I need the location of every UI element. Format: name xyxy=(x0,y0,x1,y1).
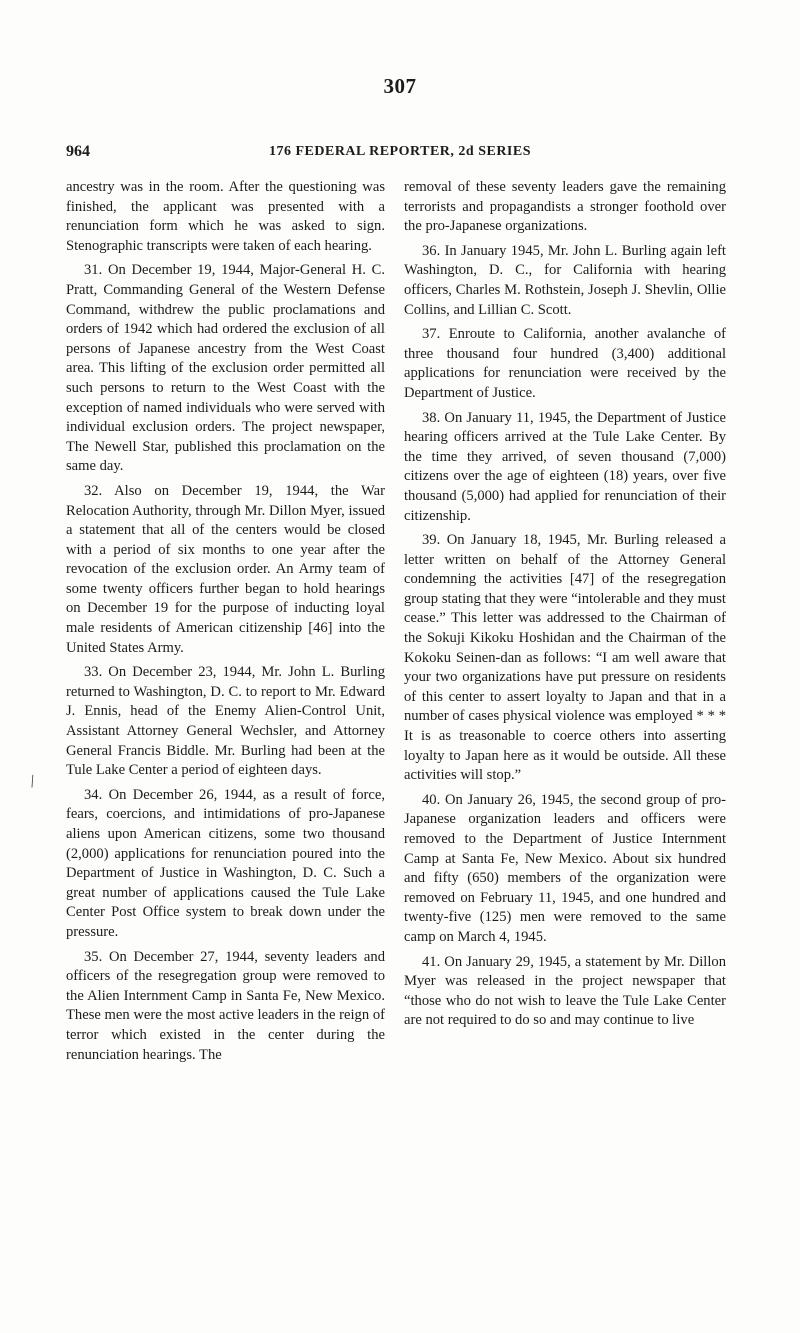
running-head xyxy=(66,143,734,165)
right-column xyxy=(404,178,726,1036)
paragraph-35: 35. On December 27, 1944, seventy leaders and officers of the resegregation group were removed to the Alien Internment Camp in Santa Fe, New Mexico. These men were the most active leaders in the reign of terror which existed in the center during the renunciation hearings. The xyxy=(66,948,385,1063)
margin-mark: / xyxy=(27,770,38,792)
paragraph-37: 37. Enroute to California, another avalanche of three thousand four hundred (3,400) additional applications for renunciation were received by the Department of Justice. xyxy=(404,326,726,401)
paragraph-41: 41. On January 29, 1945, a statement by Mr. Dillon Myer was released in the project newspaper that “those who do not wish to leave the Tule Lake Center are not required to do so and may continue to live xyxy=(404,953,726,1029)
paragraph-40: 40. On January 26, 1945, the second group of pro-Japanese organization leaders and officers were removed to the Department of Justice Internment Camp at Santa Fe, New Mexico. About six hundred and fifty (650) members of the organization were removed on February 11, 1945, and one hundred and twenty-five (125) men were removed to the same camp on March 4, 1945. xyxy=(404,791,726,945)
paragraph: ancestry was in the room. After the questioning was finished, the applicant was presented with a renunciation form which he was asked to sign. Stenographic transcripts were taken of each hearing. xyxy=(66,179,385,254)
page-number: 307 xyxy=(383,74,417,98)
paragraph: removal of these seventy leaders gave the remaining terrorists and propagandists a stronger foothold over the pro-Japanese organizations. xyxy=(404,179,726,235)
paragraph-33: 33. On December 23, 1944, Mr. John L. Burling returned to Washington, D. C. to report to Mr. Edward J. Ennis, head of the Enemy Alien-Control Unit, Assistant Attorney General Wechsler, and Attorney General Francis Biddle. Mr. Burling had been at the Tule Lake Center a period of eighteen days. xyxy=(66,664,385,779)
paragraph-34: 34. On December 26, 1944, as a result of force, fears, coercions, and intimidations of pro-Japanese aliens upon American citizens, some two thousand (2,000) applications for renunciation poured into the Department of Justice in Washington, D. C. Such a great number of applications caused the Tule Lake Center Post Office system to break down under the pressure. xyxy=(66,786,385,940)
folio: 964 xyxy=(66,143,90,160)
running-title: 176 FEDERAL REPORTER, 2d SERIES xyxy=(268,144,531,159)
paragraph-31: 31. On December 19, 1944, Major-General H. C. Pratt, Commanding General of the Western Defense Command, withdrew the public proclamations and orders of 1942 which had ordered the exclusion of all persons of Japanese ancestry from the West Coast area. This lifting of the exclusion order permitted all such persons to return to the West Coast with the exception of named individuals who were served with individual exclusion orders. The project newspaper, The Newell Star, published this proclamation on the same day. xyxy=(66,262,385,475)
paragraph-38: 38. On January 11, 1945, the Department of Justice hearing officers arrived at the Tule Lake Center. By the time they arrived, of seven thousand (7,000) citizens over the age of eighteen (18) years, over five thousand (5,000) had applied for renunciation of their citizenship. xyxy=(404,409,726,524)
left-column xyxy=(66,178,385,1070)
paragraph-36: 36. In January 1945, Mr. John L. Burling again left Washington, D. C., for California with hearing officers, Charles M. Rothstein, Joseph J. Shevlin, Ollie Collins, and Lillian C. Scott. xyxy=(404,242,726,318)
paragraph-39: 39. On January 18, 1945, Mr. Burling released a letter written on behalf of the Attorney General condemning the activities [47] of the resegregation group stating that they were “intolerable and they must cease.” This letter was addressed to the Chairman of the Sokuji Kikoku Hoshidan and the Chairman of the Kokoku Seinen-dan as follows: “I am well aware that your two organizations have put pressure on residents of this center to assert loyalty to Japan and that in a number of cases physical violence was employed * * * It is as treasonable to coerce others into asserting loyalty to Japan here as it would be outside. All these activities will stop.” xyxy=(404,532,726,784)
paragraph-32: 32. Also on December 19, 1944, the War Relocation Authority, through Mr. Dillon Myer, issued a statement that all of the centers would be closed with a period of six months to one year after the revocation of the exclusion order. An Army team of some twenty officers further began to hold hearings on December 19 for the purpose of inducting loyal male residents of American citizenship [46] into the United States Army. xyxy=(66,482,385,656)
